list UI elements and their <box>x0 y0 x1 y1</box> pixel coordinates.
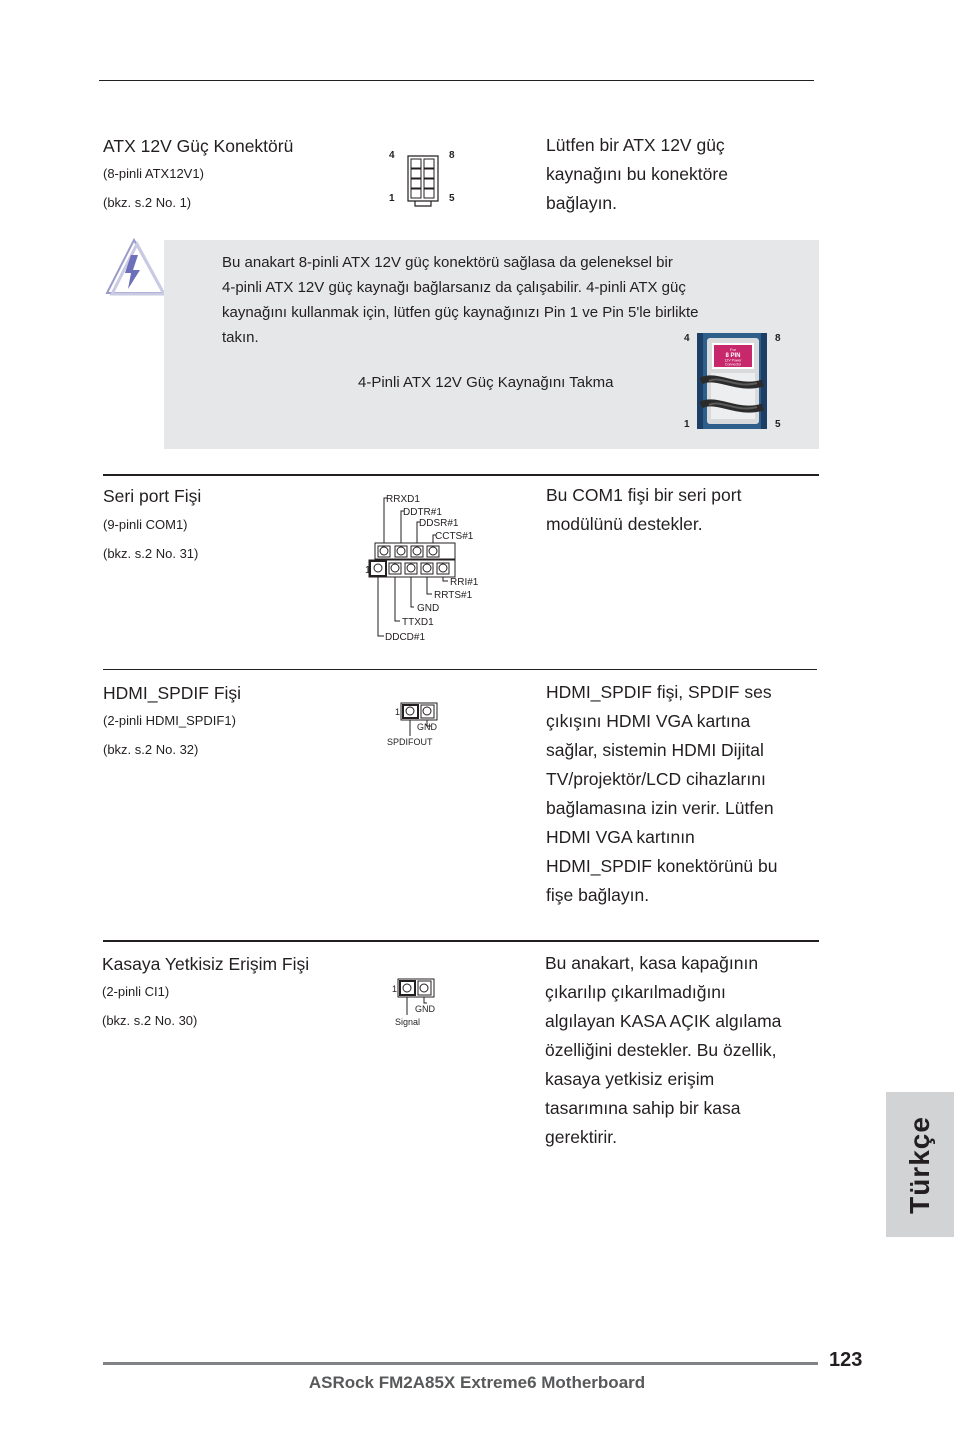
section-subtitle: (2-pinli HDMI_SPDIF1) <box>103 713 236 728</box>
pin-label: 5 <box>449 193 455 204</box>
spdif-pinout-diagram <box>385 698 455 750</box>
pin-label: RRXD1 <box>386 494 420 505</box>
section-reference: (bkz. s.2 No. 1) <box>103 195 192 210</box>
section-title: HDMI_SPDIF Fişi <box>103 683 242 703</box>
ci-pinout-diagram <box>391 975 451 1030</box>
svg-text:Connector: Connector <box>724 362 742 367</box>
pin-label: 1 <box>395 707 401 717</box>
pin-label: DDSR#1 <box>419 518 459 529</box>
pin-label: SPDIFOUT <box>387 737 433 747</box>
pin-label: CCTS#1 <box>435 531 474 542</box>
section-subtitle: (2-pinli CI1) <box>102 984 170 999</box>
note-caption: 4-Pinli ATX 12V Güç Kaynağını Takma <box>358 374 614 391</box>
pin-label: RRTS#1 <box>434 590 473 601</box>
pin-label: 1 <box>392 984 398 994</box>
section-divider <box>103 474 819 476</box>
section-description: HDMI_SPDIF fişi, SPDIF ses çıkışını HDMI VGA kartına sağlar, sistemin HDMI Dijital TV/projektör/LCD cihazlarını bağlamasına izin verir. Lütfen HDMI VGA kartının HDMI_SPDIF konektörünü bu fişe bağlayın. <box>546 682 778 905</box>
section-title: ATX 12V Güç Konektörü <box>103 136 294 156</box>
pin-label: GND <box>417 722 437 732</box>
svg-text:12V Power: 12V Power <box>724 358 742 363</box>
pin-label: GND <box>417 603 440 614</box>
pin-label: 8 <box>775 333 781 344</box>
section-description: Bu anakart, kasa kapağının çıkarılıp çıkarılmadığını algılayan KASA AÇIK algılama özelliğini destekler. Bu özellik, kasaya yetkisiz erişim tasarımına sahip bir kasa gerektirir. <box>545 953 782 1147</box>
section-description: Lütfen bir ATX 12V güç kaynağını bu konektöre bağlayın. <box>546 135 728 213</box>
language-side-tab <box>886 1092 954 1237</box>
section-subtitle: (8-pinli ATX12V1) <box>103 166 204 181</box>
section-title: Kasaya Yetkisiz Erişim Fişi <box>102 954 310 974</box>
pin-label: RRI#1 <box>450 577 479 588</box>
section-reference: (bkz. s.2 No. 30) <box>102 1013 198 1028</box>
page-number: 123 <box>829 1349 863 1371</box>
pin-label: DDTR#1 <box>403 507 442 518</box>
pin-label: 4 <box>684 333 690 344</box>
pin-label: DDCD#1 <box>385 632 426 643</box>
section-divider <box>103 669 817 670</box>
svg-text:For: For <box>730 347 736 352</box>
svg-text:8 PIN: 8 PIN <box>725 353 741 359</box>
pin-label: 4 <box>389 150 395 161</box>
pin-label: 1 <box>365 565 371 576</box>
pin-label: 1 <box>684 419 690 430</box>
section-reference: (bkz. s.2 No. 32) <box>103 742 199 757</box>
section-subtitle: (9-pinli COM1) <box>103 517 188 532</box>
pin-label: 5 <box>775 419 781 430</box>
psu-connector-photo-icon <box>697 333 767 429</box>
warning-icon <box>104 237 166 297</box>
language-label: Türkçe <box>904 1115 935 1214</box>
footer-text: ASRock FM2A85X Extreme6 Motherboard <box>308 1373 646 1392</box>
pin-label: 8 <box>449 150 455 161</box>
pin-label: GND <box>415 1004 435 1014</box>
section-reference: (bkz. s.2 No. 31) <box>103 546 199 561</box>
footer-rule <box>103 1362 818 1365</box>
pin-label: Signal <box>395 1017 421 1027</box>
pin-label: TTXD1 <box>402 617 434 628</box>
section-title: Seri port Fişi <box>103 486 202 506</box>
pin-label: 1 <box>389 193 395 204</box>
section-divider <box>103 940 819 942</box>
com1-pinout-diagram <box>362 490 492 645</box>
top-rule <box>99 80 814 81</box>
note-text: Bu anakart 8-pinli ATX 12V güç konektörü sağlasa da geleneksel bir 4-pinli ATX 12V güç kaynağı bağlarsanız da çalışabilir. 4-pinli ATX güç kaynağını kullanmak için, lütfen güç kaynağınızı Pin 1 ve Pin 5'le birlikte takın. <box>222 254 699 346</box>
connector-8pin-icon <box>403 150 443 208</box>
section-description: Bu COM1 fişi bir seri port modülünü destekler. <box>546 485 742 534</box>
